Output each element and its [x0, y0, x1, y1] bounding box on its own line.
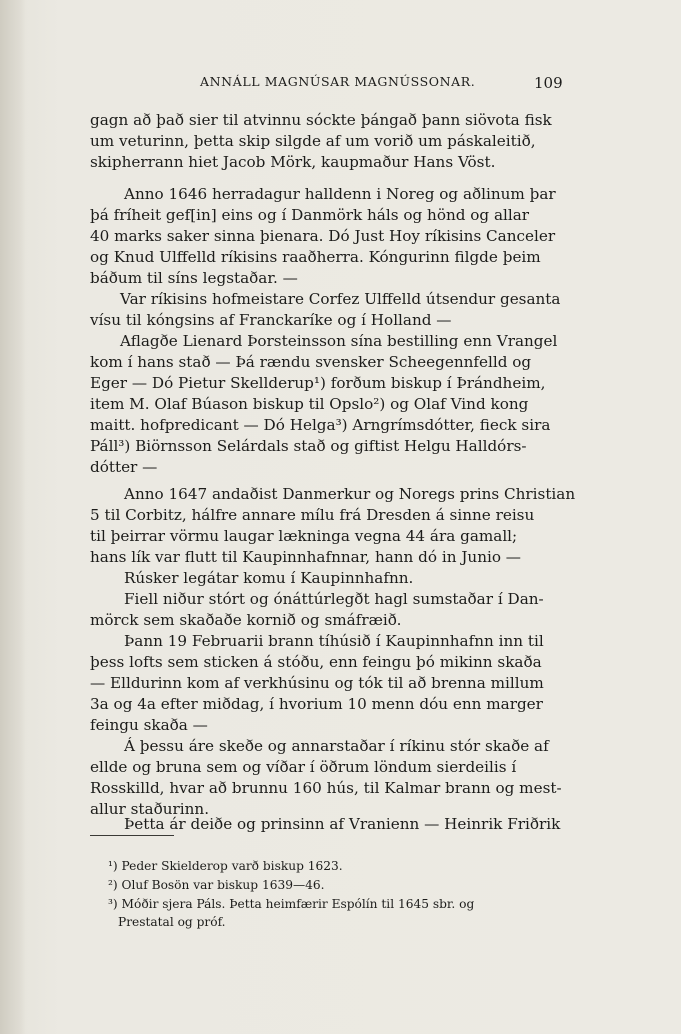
text-line: og Knud Ulffelld ríkisins raaðherra. Kóngurinn filgde þeim — [90, 248, 541, 266]
text-line: 3a og 4a efter miðdag, í hvorium 10 menn dóu enn marger — [90, 695, 543, 713]
text-line: feingu skaða — — [90, 716, 208, 734]
text-line: báðum til síns legstaðar. — — [90, 269, 298, 287]
text-line: skipherrann hiet Jacob Mörk, kaupmaður Hans Vöst. — [90, 153, 496, 171]
text-line: — Elldurinn kom af verkhúsinu og tók til að brenna millum — [90, 674, 544, 692]
footnote-divider — [90, 835, 174, 836]
text-line: til þeirrar vörmu laugar lækninga vegna 44 ára gamall; — [90, 527, 518, 545]
footnote-1: ¹) Peder Skielderop varð biskup 1623. — [108, 859, 343, 873]
text-line: hans lík var flutt til Kaupinnhafnnar, hann dó in Junio — — [90, 548, 521, 566]
text-line: maitt. hofpredicant — Dó Helga³) Arngrímsdótter, fieck sira — [90, 416, 551, 434]
text-line: Á þessu áre skeðe og annarstaðar í ríkinu stór skaðe af — [124, 737, 549, 755]
text-line: Þann 19 Februarii brann tíhúsið í Kaupinnhafnn inn til — [124, 632, 544, 650]
text-line: mörck sem skaðaðe kornið og smáfræið. — [90, 611, 402, 629]
text-line: þá fríheit gef[in] eins og í Danmörk háls og hönd og allar — [90, 206, 530, 224]
text-line: Þetta ár deiðe og prinsinn af Vranienn — Heinrik Friðrik — [124, 815, 561, 833]
text-line: gagn að það sier til atvinnu sóckte þángað þann siövota fisk — [90, 111, 552, 129]
text-line: 5 til Corbitz, hálfre annare mílu frá Dresden á sinne reisu — [90, 506, 535, 524]
text-line: allur staðurinn. — [90, 800, 210, 818]
page-number: 109 — [534, 74, 563, 92]
text-line: Anno 1647 andaðist Danmerkur og Noregs prins Christian — [124, 485, 576, 503]
text-line: Var ríkisins hofmeistare Corfez Ulffelld útsendur gesanta — [120, 290, 561, 308]
running-head: ANNÁLL MAGNÚSAR MAGNÚSSONAR. — [200, 74, 476, 89]
text-line: Aflagðe Lienard Þorsteinsson sína bestilling enn Vrangel — [120, 332, 558, 350]
text-line: Fiell niður stórt og ónáttúrlegðt hagl sumstaðar í Dan- — [124, 590, 544, 608]
text-line: 40 marks saker sinna þienara. Dó Just Hoy ríkisins Canceler — [90, 227, 556, 245]
text-line: um veturinn, þetta skip silgde af um vorið um páskaleitið, — [90, 132, 536, 150]
text-line: Anno 1646 herradagur halldenn i Noreg og aðlinum þar — [124, 185, 556, 203]
text-line: Rúsker legátar komu í Kaupinnhafnn. — [124, 569, 414, 587]
text-line: Rosskilld, hvar að brunnu 160 hús, til Kalmar brann og mest- — [90, 779, 562, 797]
footnote-3-continued: Prestatal og próf. — [118, 915, 226, 929]
text-line: Páll³) Biörnsson Selárdals stað og giftist Helgu Halldórs- — [90, 437, 527, 455]
text-line: vísu til kóngsins af Franckaríke og í Holland — — [90, 311, 452, 329]
page-gutter-shadow — [0, 0, 26, 1034]
text-line: kom í hans stað — Þá rændu svensker Scheegennfelld og — [90, 353, 532, 371]
text-line: item M. Olaf Búason biskup til Opslo²) og Olaf Vind kong — [90, 395, 529, 413]
footnote-2: ²) Oluf Bosön var biskup 1639—46. — [108, 878, 325, 892]
text-line: Eger — Dó Pietur Skellderup¹) forðum biskup í Þrándheim, — [90, 374, 546, 392]
text-line: þess lofts sem sticken á stóðu, enn feingu þó mikinn skaða — [90, 653, 542, 671]
text-line: ellde og bruna sem og víðar í öðrum löndum sierdeilis í — [90, 758, 517, 776]
text-line: dótter — — [90, 458, 158, 476]
footnote-3: ³) Móðir sjera Páls. Þetta heimfærir Espólín til 1645 sbr. og — [108, 897, 475, 911]
